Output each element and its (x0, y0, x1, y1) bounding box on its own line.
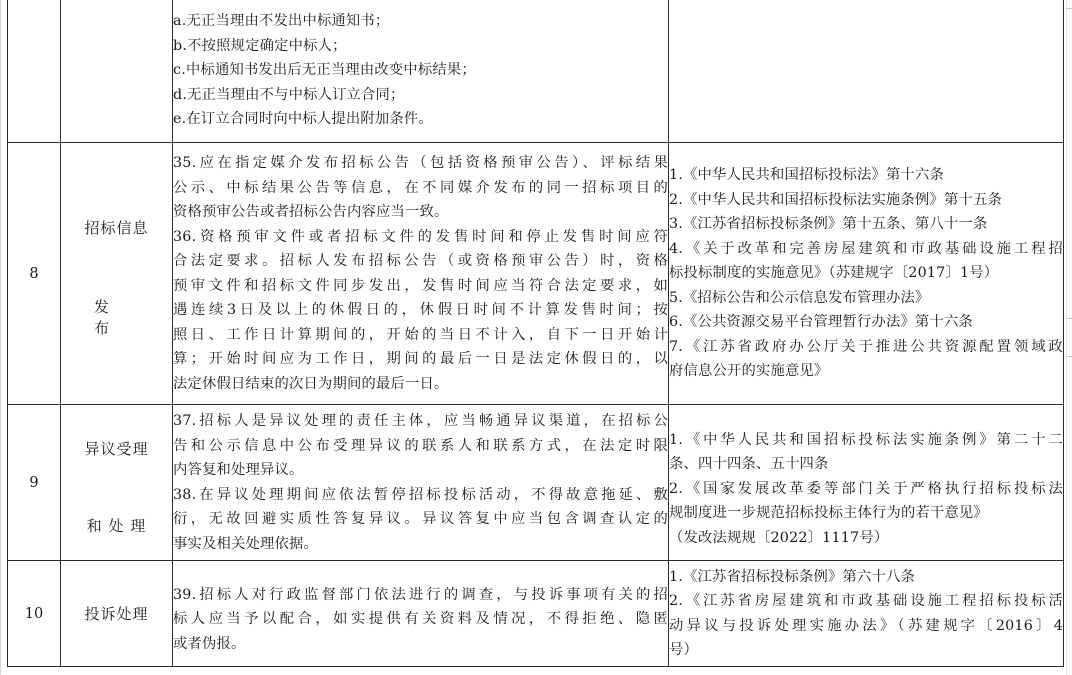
page-edge-right (1066, 0, 1067, 675)
requirement-line: e.在订立合同时向中标人提出附加条件。 (173, 111, 433, 128)
requirements-cell (173, 0, 669, 143)
basis-line: 2.《江苏省房屋建筑和市政基础设施工程招标投标活 (669, 593, 1063, 609)
page-edge-left (0, 0, 1, 675)
basis-cell (669, 561, 1064, 667)
item-cell (61, 405, 173, 561)
row-number-cell: 10 (8, 561, 61, 667)
item-name-line: 异议受理 (84, 439, 149, 458)
requirement-line: 衍，无故回避实质性答复异议。异议答复中应当包含调查认定的 (173, 511, 668, 527)
row-number-cell (8, 0, 61, 143)
requirement-line: 公示、中标结果公告等信息，在不同媒介发布的同一招标项目的 (173, 179, 668, 196)
basis-line: （发改法规规〔2022〕1117号） (669, 529, 889, 546)
margin-tick (1066, 318, 1072, 319)
table-row (8, 405, 1064, 561)
basis-line: 6.《公共资源交易平台管理暂行办法》第十六条 (669, 314, 973, 331)
requirement-line: 事实及相关处理依据。 (173, 535, 318, 552)
requirements-cell (173, 143, 669, 405)
basis-cell (669, 143, 1064, 405)
basis-line: 1.《中华人民共和国招标投标法实施条例》第二十二 (669, 431, 1063, 448)
requirement-line: 37.招标人是异议处理的责任主体，应当畅通异议渠道，在招标公 (173, 413, 668, 429)
item-name-line: 发 布 (93, 298, 185, 337)
item-name-line: 招标信息 (84, 219, 149, 237)
requirement-line: 预审文件和招标文件同步发出，发售时间应当符合法定要求，如 (173, 277, 668, 294)
table-row (8, 143, 1064, 405)
item-name-line: 和 处 理 (86, 516, 147, 535)
row-number-cell: 9 (8, 405, 61, 561)
requirement-line: 法定休假日结束的次日为期间的最后一日。 (173, 375, 449, 392)
basis-line: 府信息公开的实施意见》 (669, 363, 829, 380)
basis-line: 3.《江苏省招标投标条例》第十五条、第八十一条 (669, 216, 988, 233)
basis-cell (669, 0, 1064, 143)
requirements-cell (173, 561, 669, 667)
basis-line: 动异议与投诉处理实施办法》（苏建规字〔2016〕4 (669, 617, 1063, 634)
basis-line: 7.《江苏省政府办公厅关于推进公共资源配置领域政 (669, 338, 1063, 355)
basis-line: 4.《关于改革和完善房屋建筑和市政基础设施工程招 (669, 240, 1063, 257)
basis-line: 规制度进一步规范招标投标主体行为的若干意见》 (669, 505, 988, 522)
basis-line: 1.《江苏省招标投标条例》第六十八条 (669, 568, 915, 585)
requirement-line: 内答复和处理异议。 (173, 462, 304, 478)
margin-tick (1066, 356, 1072, 357)
requirement-line: 遇连续3日及以上的休假日的，休假日时间不计算发售时间；按 (173, 302, 668, 318)
requirement-line: 36.资格预审文件或者招标文件的发售时间和停止发售时间应符 (173, 228, 668, 245)
requirement-line: 算；开始时间应为工作日，期间的最后一日是法定休假日的，以 (173, 351, 668, 367)
requirement-line: 38.在异议处理期间应依法暂停招标投标活动，不得故意拖延、敷 (173, 486, 668, 503)
requirement-line: 合法定要求。招标人发布招标公告（或资格预审公告）时，资格 (173, 253, 668, 269)
basis-line: 2.《中华人民共和国招标投标法实施条例》第十五条 (669, 191, 1002, 208)
requirement-line: d.无正当理由不与中标人订立合同； (173, 86, 405, 103)
row-number-cell: 8 (8, 143, 61, 405)
basis-line: 2.《国家发展改革委等部门关于严格执行招标投标法 (669, 480, 1063, 497)
item-name-line: 投诉处理 (84, 605, 149, 623)
item-cell (61, 561, 173, 667)
item-cell (61, 143, 185, 405)
requirement-line: b.不按照规定确定中标人； (173, 37, 347, 54)
basis-line: 5.《招标公告和公示信息发布管理办法》 (669, 289, 930, 306)
basis-cell (669, 405, 1064, 561)
requirement-line: 标人应当予以配合，如实提供有关资料及情况，不得拒绝、隐匿 (173, 611, 668, 628)
requirement-line: 照日、工作日计算期间的，开始的当日不计入，自下一日开始计 (173, 326, 668, 343)
basis-line: 条、四十四条、五十四条 (669, 456, 829, 473)
table-row (8, 561, 1064, 667)
requirement-line: 39.招标人对行政监督部门依法进行的调查，与投诉事项有关的招 (173, 586, 668, 603)
basis-line: 1.《中华人民共和国招标投标法》第十六条 (669, 167, 944, 184)
table-row (8, 0, 1064, 143)
basis-line: 号） (669, 642, 698, 658)
document-table (7, 0, 1064, 667)
requirement-line: c.中标通知书发出后无正当理由改变中标结果； (173, 62, 476, 79)
requirement-line: 资格预审公告或者招标公告内容应当一致。 (173, 204, 449, 220)
margin-tick (1066, 8, 1072, 9)
item-cell (61, 0, 173, 143)
requirement-line: 或者伪报。 (173, 635, 246, 652)
requirement-line: 告和公示信息中公布受理异议的联系人和联系方式，在法定时限 (173, 437, 668, 454)
requirements-cell (173, 405, 669, 561)
basis-line: 标投标制度的实施意见》（苏建规字〔2017〕1号） (669, 265, 999, 282)
requirement-line: 35.应在指定媒介发布招标公告（包括资格预审公告）、评标结果 (173, 155, 668, 171)
requirement-line: a.无正当理由不发出中标通知书； (173, 13, 390, 30)
